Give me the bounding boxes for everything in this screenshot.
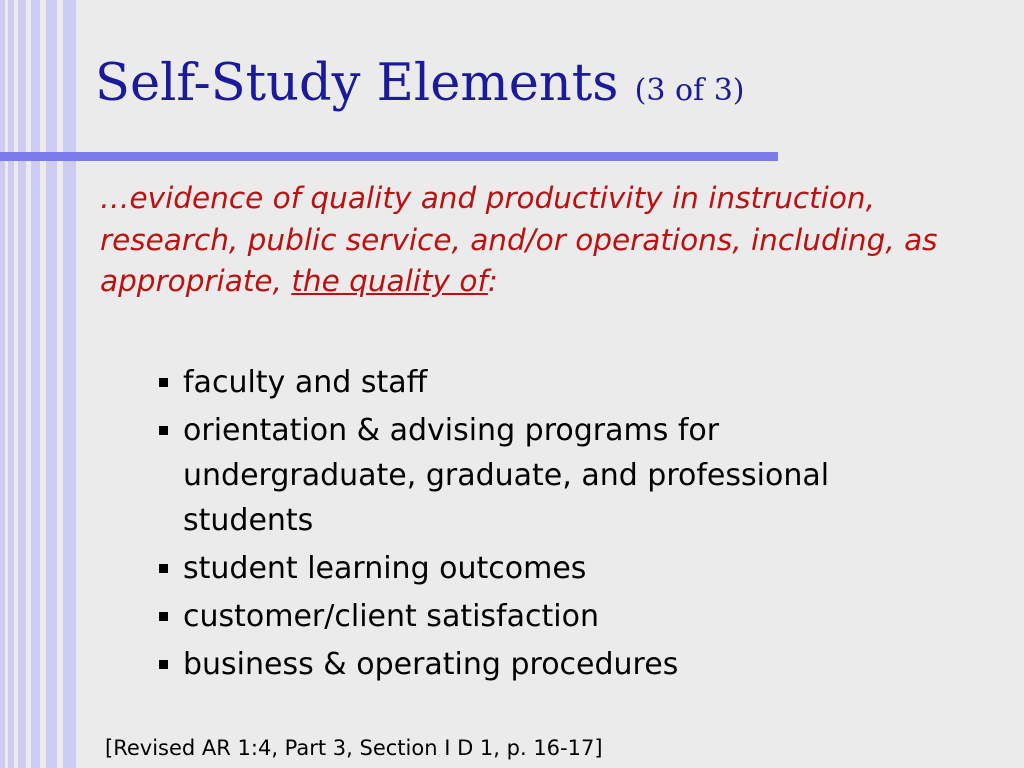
slide-title-main: Self-Study Elements: [95, 54, 619, 113]
intro-text: …evidence of quality and productivity in instruction, research, public service, and/or operations, including, as appropriate,: [100, 181, 938, 298]
bullet-item-outcomes: [157, 546, 957, 591]
bullet-item-procedures: [157, 642, 957, 687]
stripe: [46, 0, 57, 768]
slide-title: [95, 54, 745, 113]
square-bullet-icon: [159, 378, 168, 387]
slide-title-suffix: (3 of 3): [634, 73, 745, 108]
stripe: [18, 0, 26, 768]
bullet-item-orientation: [157, 408, 957, 543]
intro-end: :: [487, 264, 498, 298]
bullet-text: student learning outcomes: [183, 551, 587, 586]
bullet-item-faculty: [157, 360, 957, 405]
square-bullet-icon: [159, 660, 168, 669]
stripe: [0, 0, 5, 768]
stripe: [63, 0, 76, 768]
square-bullet-icon: [159, 612, 168, 621]
bullet-text: customer/client satisfaction: [183, 599, 599, 634]
bullet-list: [157, 360, 957, 690]
stripe: [31, 0, 40, 768]
square-bullet-icon: [159, 564, 168, 573]
intro-paragraph: [100, 178, 980, 303]
title-rule: [0, 152, 778, 161]
bullet-text: business & operating procedures: [183, 647, 679, 682]
square-bullet-icon: [159, 426, 168, 435]
decorative-stripes: [0, 0, 78, 768]
citation: [Revised AR 1:4, Part 3, Section I D 1, p. 16-17]: [105, 736, 603, 760]
stripe: [8, 0, 14, 768]
bullet-text: faculty and staff: [183, 365, 428, 400]
intro-underlined: the quality of: [291, 264, 488, 298]
bullet-item-satisfaction: [157, 594, 957, 639]
bullet-text: orientation & advising programs for undergraduate, graduate, and professional students: [183, 413, 830, 538]
